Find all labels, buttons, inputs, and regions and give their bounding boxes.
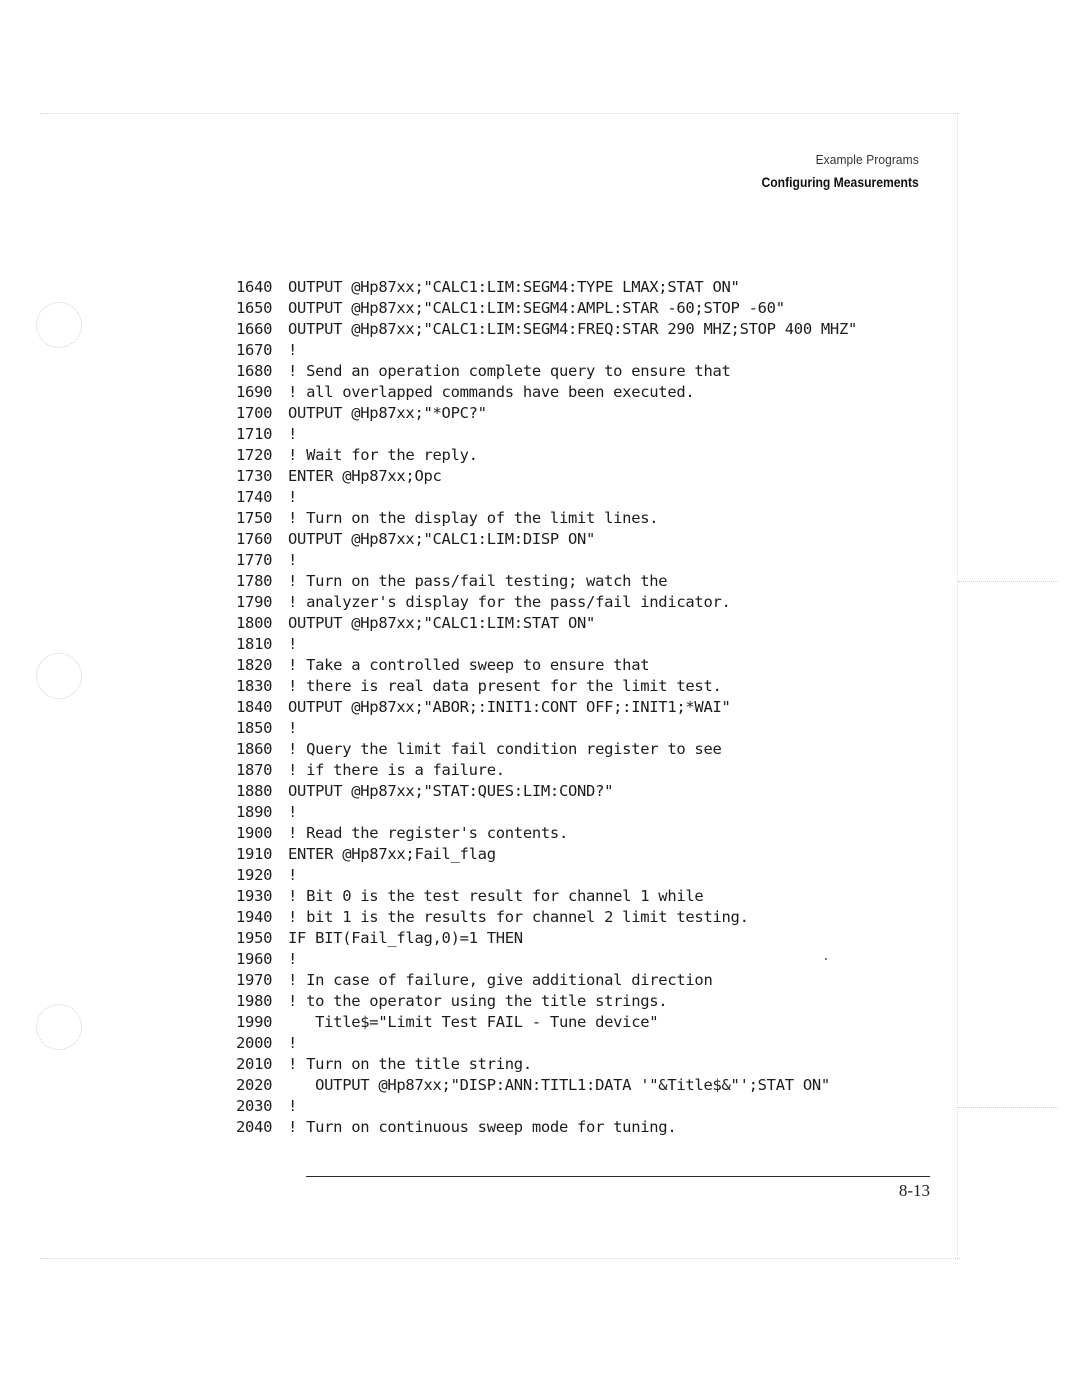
code-line [236,298,956,319]
code-line [236,655,956,676]
code-line [236,1054,956,1075]
line-text: OUTPUT @Hp87xx;"CALC1:LIM:STAT ON" [288,614,596,632]
code-line [236,508,956,529]
line-text: OUTPUT @Hp87xx;"CALC1:LIM:DISP ON" [288,530,596,548]
line-text: ! [288,803,298,821]
line-number: 1980 [236,992,273,1010]
line-text: OUTPUT @Hp87xx;"*OPC?" [288,404,487,422]
line-number: 1670 [236,341,273,359]
code-line [236,781,956,802]
line-number: 2040 [236,1118,273,1136]
code-line [236,571,956,592]
line-text: ! Query the limit fail condition register to see [288,740,722,758]
line-number: 1720 [236,446,273,464]
line-text: ! [288,866,298,884]
line-text: ! Read the register's contents. [288,824,568,842]
line-number: 2030 [236,1097,273,1115]
line-number: 1920 [236,866,273,884]
line-number: 1770 [236,551,273,569]
scan-border-top [40,113,960,114]
binder-hole [36,302,82,348]
scan-border-right [957,115,958,1260]
line-number: 1910 [236,845,273,863]
line-number: 1800 [236,614,273,632]
line-number: 2000 [236,1034,273,1052]
code-line [236,844,956,865]
scan-tick-mark [958,581,1058,582]
line-number: 1730 [236,467,273,485]
code-line [236,277,956,298]
page-number: 8-13 [898,1181,930,1200]
code-line [236,613,956,634]
line-number: 1840 [236,698,273,716]
line-text: ! [288,425,298,443]
line-text: Title$="Limit Test FAIL - Tune device" [288,1013,659,1031]
binder-hole [36,1004,82,1050]
line-text: ! [288,719,298,737]
line-text: OUTPUT @Hp87xx;"DISP:ANN:TITL1:DATA '"&Title$&"';STAT ON" [288,1076,830,1094]
line-number: 1960 [236,950,273,968]
header-section-title: Example Programs [815,152,919,167]
code-line [236,1075,956,1096]
line-text: ! bit 1 is the results for channel 2 limit testing. [288,908,749,926]
line-text: ! [288,551,298,569]
line-text: ! there is real data present for the limit test. [288,677,722,695]
line-number: 1850 [236,719,273,737]
line-number: 1930 [236,887,273,905]
line-text: OUTPUT @Hp87xx;"CALC1:LIM:SEGM4:TYPE LMAX;STAT ON" [288,278,740,296]
code-listing [236,277,956,1138]
line-text: OUTPUT @Hp87xx;"CALC1:LIM:SEGM4:FREQ:STAR 290 MHZ;STOP 400 MHZ" [288,320,858,338]
line-text: ! [288,1097,298,1115]
line-number: 1750 [236,509,273,527]
line-number: 1970 [236,971,273,989]
line-number: 1740 [236,488,273,506]
line-number: 2020 [236,1076,273,1094]
line-number: 1880 [236,782,273,800]
line-text: ENTER @Hp87xx;Opc [288,467,442,485]
line-number: 1790 [236,593,273,611]
line-text: ! [288,950,298,968]
scan-speck [825,958,827,960]
footer-rule [306,1176,930,1177]
line-text: OUTPUT @Hp87xx;"CALC1:LIM:SEGM4:AMPL:STAR -60;STOP -60" [288,299,785,317]
line-number: 1780 [236,572,273,590]
line-text: ! all overlapped commands have been executed. [288,383,695,401]
code-line [236,424,956,445]
code-line [236,1096,956,1117]
code-line [236,550,956,571]
line-number: 1650 [236,299,273,317]
line-text: ! [288,488,298,506]
code-line [236,592,956,613]
line-number: 1760 [236,530,273,548]
code-line [236,361,956,382]
header-chapter-title: Configuring Measurements [761,175,919,190]
line-text: ! Turn on the display of the limit lines. [288,509,659,527]
line-text: ! Take a controlled sweep to ensure that [288,656,650,674]
scan-border-bottom [40,1258,960,1259]
binder-hole [36,653,82,699]
code-line [236,340,956,361]
line-text: ! to the operator using the title strings. [288,992,668,1010]
code-line [236,529,956,550]
code-line [236,1117,956,1138]
line-number: 1890 [236,803,273,821]
line-number: 1680 [236,362,273,380]
line-text: ! Bit 0 is the test result for channel 1 while [288,887,704,905]
code-line [236,445,956,466]
code-line [236,718,956,739]
code-line [236,487,956,508]
line-number: 1940 [236,908,273,926]
code-line [236,907,956,928]
line-number: 1640 [236,278,273,296]
line-number: 1820 [236,656,273,674]
line-text: ! Wait for the reply. [288,446,478,464]
line-number: 1950 [236,929,273,947]
scan-tick-mark [958,1107,1058,1108]
code-line [236,760,956,781]
code-line [236,970,956,991]
line-number: 1810 [236,635,273,653]
line-text: IF BIT(Fail_flag,0)=1 THEN [288,929,523,947]
code-line [236,949,956,970]
line-text: ! Send an operation complete query to ensure that [288,362,731,380]
line-text: ! Turn on the title string. [288,1055,532,1073]
line-number: 1700 [236,404,273,422]
line-text: ! [288,341,298,359]
code-line [236,382,956,403]
line-text: ENTER @Hp87xx;Fail_flag [288,845,496,863]
line-text: OUTPUT @Hp87xx;"ABOR;:INIT1:CONT OFF;:INIT1;*WAI" [288,698,731,716]
line-number: 1900 [236,824,273,842]
code-line [236,928,956,949]
line-number: 1870 [236,761,273,779]
code-line [236,823,956,844]
code-line [236,697,956,718]
code-line [236,739,956,760]
line-text: ! [288,1034,298,1052]
code-line [236,1012,956,1033]
code-line [236,319,956,340]
line-number: 2010 [236,1055,273,1073]
running-header [744,152,919,190]
line-number: 1990 [236,1013,273,1031]
code-line [236,865,956,886]
line-number: 1660 [236,320,273,338]
line-text: ! Turn on continuous sweep mode for tuning. [288,1118,677,1136]
code-line [236,676,956,697]
code-line [236,991,956,1012]
line-text: ! [288,635,298,653]
line-number: 1860 [236,740,273,758]
line-text: ! Turn on the pass/fail testing; watch the [288,572,668,590]
line-number: 1830 [236,677,273,695]
code-line [236,403,956,424]
line-number: 1710 [236,425,273,443]
code-line [236,886,956,907]
line-text: ! if there is a failure. [288,761,505,779]
line-text: OUTPUT @Hp87xx;"STAT:QUES:LIM:COND?" [288,782,614,800]
line-text: ! In case of failure, give additional direction [288,971,713,989]
code-line [236,802,956,823]
code-line [236,1033,956,1054]
code-line [236,634,956,655]
line-number: 1690 [236,383,273,401]
code-line [236,466,956,487]
line-text: ! analyzer's display for the pass/fail indicator. [288,593,731,611]
